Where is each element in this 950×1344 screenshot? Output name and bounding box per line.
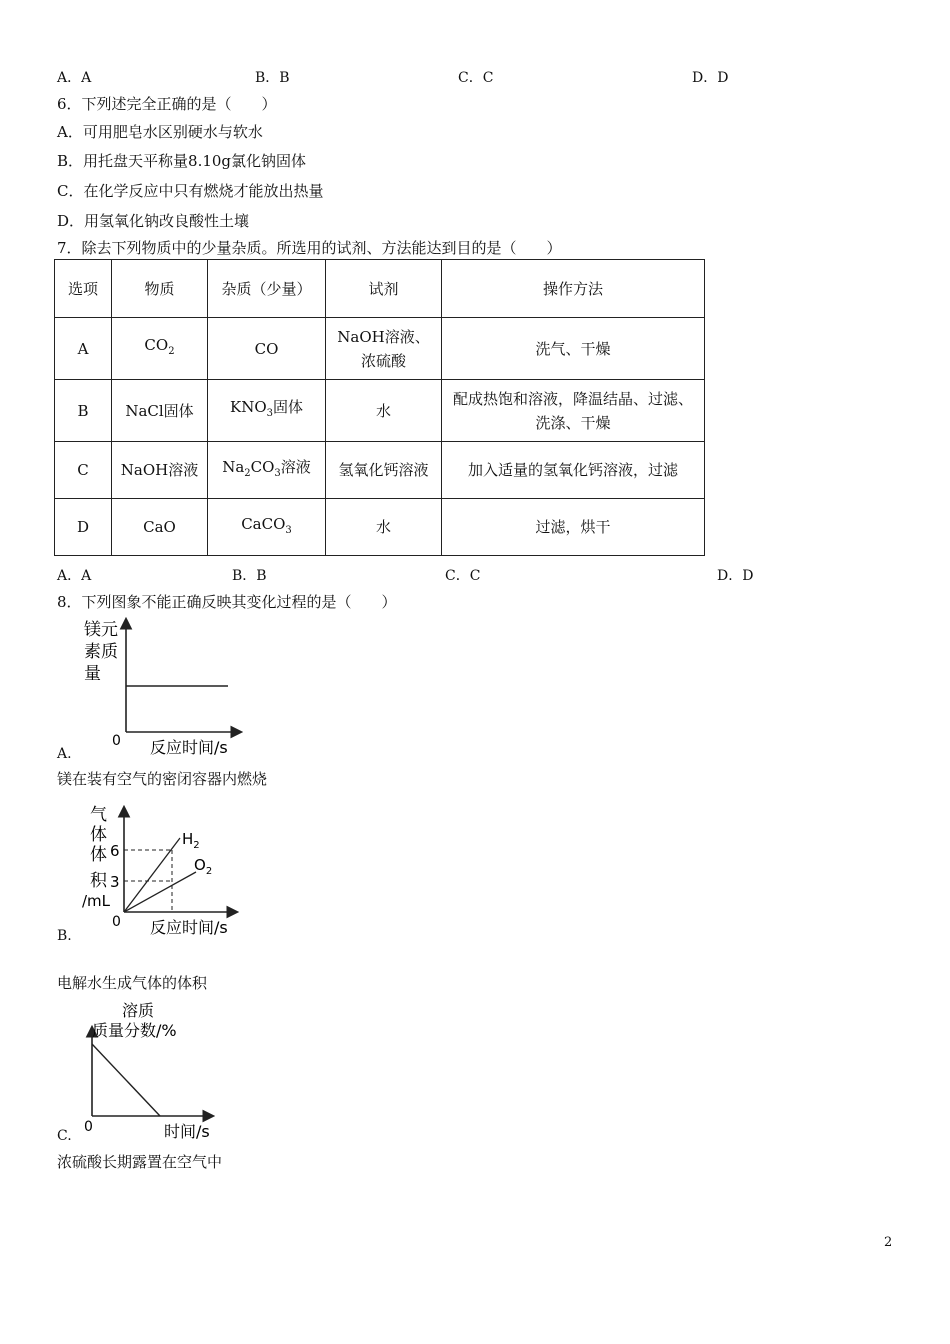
row-substance: $CO_2$ [112,318,208,380]
x-label: 反应时间/s [150,918,228,937]
graph-a [80,612,260,760]
row-option: A [55,318,112,380]
page-number: 2 [884,1235,893,1250]
origin-label: 0 [84,1119,93,1135]
graph-c-caption: 浓硫酸长期露置在空气中 [57,1153,223,1171]
o2-series-line [124,872,196,912]
row-impurity: CO [208,318,326,380]
q7-option-c: C．C [445,568,481,584]
x-label: 反应时间/s [150,738,228,757]
table-row [55,380,705,442]
row-reagent: 水 [326,499,442,556]
y-label-line-1: 镁元 [84,620,118,640]
header-method: 操作方法 [442,260,705,318]
header-impurity: 杂质（少量） [208,260,326,318]
q6-option-b: B．用托盘天平称量8.10g氯化钠固体 [57,152,307,170]
q7-option-a: A．A [57,568,92,584]
row-method: 洗气、干燥 [442,318,705,380]
row-impurity: $KNO_3$固体 [208,380,326,442]
q7-stem: 7．除去下列物质中的少量杂质。所选用的试剂、方法能达到目的是（ ） [57,239,562,257]
q5-option-a: A．A [57,70,92,86]
row-impurity: CaCO$_3$ [208,499,326,556]
q5-option-c: C．C [458,70,494,86]
row-substance: NaCl固体 [112,380,208,442]
h2-label: $H_2$ [182,830,200,851]
row-impurity: $Na_2CO_3$溶液 [208,442,326,499]
q8-stem: 8．下列图象不能正确反映其变化过程的是（ ） [57,593,397,611]
row-reagent: 水 [326,380,442,442]
y-label-line-3: 量 [84,664,101,684]
row-method: 加入适量的氢氧化钙溶液，过滤 [442,442,705,499]
row-reagent: 氢氧化钙溶液 [326,442,442,499]
y-label-unit: /mL [82,892,111,910]
q7-option-b: B．B [232,568,267,584]
graph-b-label: B. [57,928,72,944]
graph-b [80,800,260,940]
row-option: B [55,380,112,442]
q6-option-c: C．在化学反应中只有燃烧才能放出热量 [57,182,324,200]
row-substance: CaO [112,499,208,556]
y-label-line-4: 积 [90,871,107,891]
row-option: C [55,442,112,499]
header-reagent: 试剂 [326,260,442,318]
table-row [55,318,705,380]
header-option: 选项 [55,260,112,318]
y-label-line-2: 质量分数/% [92,1021,177,1040]
q6-option-a: A．可用肥皂水区别硬水与软水 [57,123,263,141]
q5-option-d: D．D [692,70,729,86]
x-label: 时间/s [164,1122,210,1141]
row-option: D [55,499,112,556]
origin-label: 0 [112,733,121,749]
y-label-line-2: 体 [90,825,107,845]
table-header-row [55,260,705,318]
origin-label: 0 [112,914,121,930]
y-label-line-1: 气 [90,805,107,825]
table-row [55,499,705,556]
q5-option-b: B．B [255,70,290,86]
y-label-line-3: 体 [90,845,107,865]
row-method: 过滤，烘干 [442,499,705,556]
q6-option-d: D．用氢氧化钠改良酸性土壤 [57,212,250,230]
graph-b-caption: 电解水生成气体的体积 [57,974,208,992]
table-row [55,442,705,499]
row-substance: NaOH溶液 [112,442,208,499]
row-reagent: NaOH溶液、浓硫酸 [326,318,442,380]
graph-a-label: A. [57,746,72,762]
graph-c [80,998,260,1146]
o2-label: $O_2$ [194,856,213,877]
graph-a-caption: 镁在装有空气的密闭容器内燃烧 [57,770,268,788]
y-label-line-2: 素质 [84,642,118,662]
tick-3: 3 [110,873,120,891]
row-method: 配成热饱和溶液，降温结晶、过滤、洗涤、干燥 [442,380,705,442]
q7-table [54,259,705,556]
y-label-line-1: 溶质 [122,1001,155,1020]
tick-6: 6 [110,842,120,860]
q7-option-d: D．D [717,568,754,584]
concentration-line [92,1044,160,1116]
q6-stem: 6．下列述完全正确的是（ ） [57,95,277,113]
header-substance: 物质 [112,260,208,318]
graph-c-label: C. [57,1128,72,1144]
